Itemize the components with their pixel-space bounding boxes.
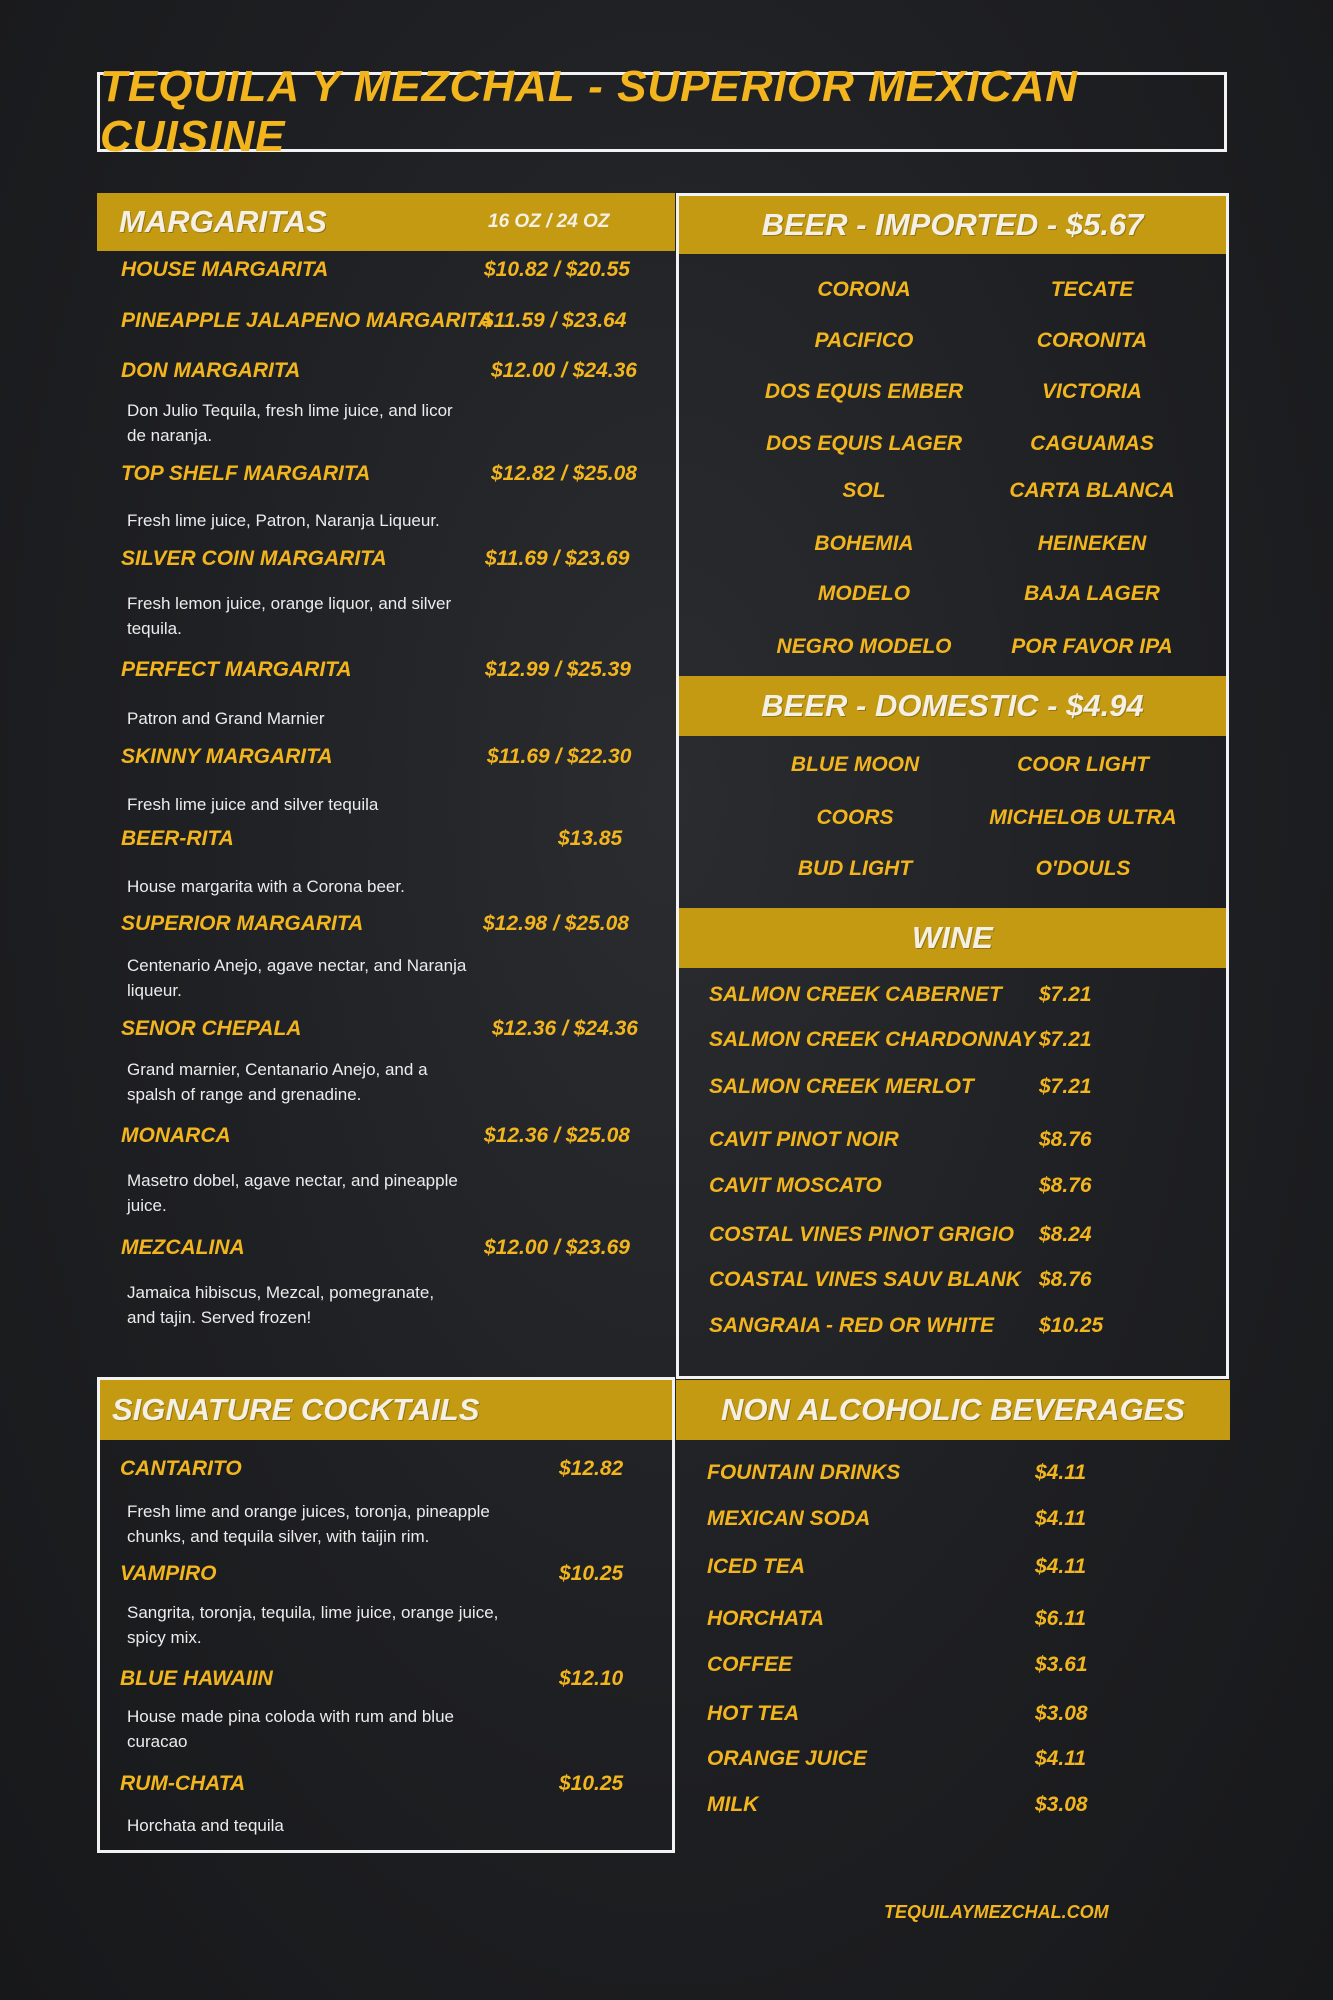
wine-price: $8.76 xyxy=(1039,1174,1092,1197)
non-alcoholic-price: $3.08 xyxy=(1035,1793,1088,1816)
wine-header xyxy=(679,908,1226,968)
imported-beer-item: CARTA BLANCA xyxy=(1009,479,1175,502)
margarita-price: $12.00 / $23.69 xyxy=(484,1236,630,1259)
margarita-description: Don Julio Tequila, fresh lime juice, and licor de naranja. xyxy=(127,401,453,445)
margarita-description: Patron and Grand Marnier xyxy=(127,709,325,728)
menu-title-box xyxy=(97,62,1227,161)
non-alcoholic-price: $3.61 xyxy=(1035,1653,1088,1676)
margarita-name: BEER-RITA xyxy=(121,827,234,850)
beer-domestic-heading: BEER - DOMESTIC - $4.94 xyxy=(761,688,1144,723)
margarita-description: Fresh lime juice, Patron, Naranja Liqueur. xyxy=(127,511,440,530)
non-alcoholic-name: ORANGE JUICE xyxy=(707,1747,867,1770)
margarita-name: MEZCALINA xyxy=(121,1236,245,1259)
margarita-name: PINEAPPLE JALAPENO MARGARITA xyxy=(121,309,493,332)
wine-name: COASTAL VINES SAUV BLANK xyxy=(709,1268,1021,1291)
cocktail-name: RUM-CHATA xyxy=(120,1772,246,1795)
cocktail-description: Sangrita, toronja, tequila, lime juice, orange juice, spicy mix. xyxy=(127,1603,499,1647)
margarita-price: $12.99 / $25.39 xyxy=(485,658,631,681)
cocktail-name: BLUE HAWAIIN xyxy=(120,1667,273,1690)
wine-name: SALMON CREEK CHARDONNAY xyxy=(709,1028,1036,1051)
non-alcoholic-price: $4.11 xyxy=(1035,1461,1086,1484)
wine-price: $8.24 xyxy=(1039,1223,1092,1246)
wine-name: SALMON CREEK MERLOT xyxy=(709,1075,974,1098)
margarita-name: DON MARGARITA xyxy=(121,359,301,382)
imported-beer-item: CORONITA xyxy=(1036,329,1148,352)
domestic-beer-item: COORS xyxy=(816,806,894,829)
non-alcoholic-name: HORCHATA xyxy=(707,1607,825,1630)
cocktail-description: Fresh lime and orange juices, toronja, pineapple chunks, and tequila silver, with taijin rim. xyxy=(127,1502,490,1546)
non-alcoholic-price: $3.08 xyxy=(1035,1702,1088,1725)
non-alcoholic-price: $4.11 xyxy=(1035,1507,1086,1530)
margarita-description: Masetro dobel, agave nectar, and pineapple juice. xyxy=(127,1171,458,1215)
domestic-beer-item: COOR LIGHT xyxy=(1017,753,1149,776)
margarita-description: Grand marnier, Centanario Anejo, and a spalsh of range and grenadine. xyxy=(127,1060,428,1104)
imported-beer-item: NEGRO MODELO xyxy=(776,635,952,658)
website-footer[interactable]: TEQUILAYMEZCHAL.COM xyxy=(884,1902,1109,1922)
margarita-description: House margarita with a Corona beer. xyxy=(127,877,405,896)
cocktails-header xyxy=(100,1380,672,1440)
margarita-description: Fresh lemon juice, orange liquor, and silver tequila. xyxy=(127,594,452,638)
domestic-beer-item: BLUE MOON xyxy=(790,753,920,776)
wine-name: SANGRAIA - RED OR WHITE xyxy=(709,1314,995,1337)
imported-beer-item: DOS EQUIS EMBER xyxy=(764,380,964,403)
wine-price: $7.21 xyxy=(1039,1028,1092,1051)
wine-name: CAVIT MOSCATO xyxy=(709,1174,882,1197)
non-alcoholic-price: $4.11 xyxy=(1035,1555,1086,1578)
cocktail-price: $12.82 xyxy=(559,1457,624,1480)
wine-price: $10.25 xyxy=(1039,1314,1104,1337)
imported-beer-item: CORONA xyxy=(817,278,911,301)
margarita-price: $10.82 / $20.55 xyxy=(484,258,630,281)
non-alcoholic-name: HOT TEA xyxy=(707,1702,800,1725)
margarita-name: PERFECT MARGARITA xyxy=(121,658,352,681)
imported-beer-item: TECATE xyxy=(1050,278,1134,301)
non-alcoholic-heading: NON ALCOHOLIC BEVERAGES xyxy=(721,1392,1185,1427)
wine-price: $7.21 xyxy=(1039,1075,1092,1098)
wine-name: SALMON CREEK CABERNET xyxy=(709,983,1002,1006)
drinks-panel xyxy=(676,193,1229,1379)
margarita-price: $12.36 / $25.08 xyxy=(484,1124,630,1147)
margaritas-size-label: 16 OZ / 24 OZ xyxy=(488,211,610,232)
margarita-name: SUPERIOR MARGARITA xyxy=(121,912,364,935)
margarita-price: $11.59 / $23.64 xyxy=(482,309,627,332)
margarita-description: Centenario Anejo, agave nectar, and Naranja liqueur. xyxy=(127,956,467,1000)
margarita-description: Jamaica hibiscus, Mezcal, pomegranate, and tajin. Served frozen! xyxy=(127,1283,435,1327)
wine-heading: WINE xyxy=(912,920,993,955)
domestic-beer-item: MICHELOB ULTRA xyxy=(989,806,1177,829)
imported-beer-item: MODELO xyxy=(817,582,911,605)
imported-beer-item: PACIFICO xyxy=(814,329,914,352)
margarita-price: $11.69 / $23.69 xyxy=(485,547,630,570)
non-alcoholic-price: $4.11 xyxy=(1035,1747,1086,1770)
margarita-name: MONARCA xyxy=(121,1124,231,1147)
margarita-price: $11.69 / $22.30 xyxy=(487,745,632,768)
beer-imported-header xyxy=(679,196,1226,254)
imported-beer-item: HEINEKEN xyxy=(1037,532,1147,555)
wine-name: CAVIT PINOT NOIR xyxy=(709,1128,899,1151)
cocktail-description: House made pina coloda with rum and blue curacao xyxy=(127,1707,454,1751)
non-alcoholic-name: MEXICAN SODA xyxy=(707,1507,871,1530)
non-alcoholic-header xyxy=(676,1380,1230,1440)
cocktail-name: CANTARITO xyxy=(120,1457,242,1480)
margarita-name: SENOR CHEPALA xyxy=(121,1017,302,1040)
cocktail-price: $12.10 xyxy=(559,1667,624,1690)
wine-name: COSTAL VINES PINOT GRIGIO xyxy=(709,1223,1014,1246)
menu-title: TEQUILA Y MEZCHAL - SUPERIOR MEXICAN CUISINE xyxy=(100,62,1079,161)
margaritas-heading: MARGARITAS xyxy=(119,204,327,239)
non-alcoholic-name: MILK xyxy=(707,1793,759,1816)
non-alcoholic-price: $6.11 xyxy=(1035,1607,1086,1630)
margarita-name: TOP SHELF MARGARITA xyxy=(121,462,371,485)
margarita-name: SKINNY MARGARITA xyxy=(121,745,333,768)
margarita-price: $12.00 / $24.36 xyxy=(491,359,637,382)
cocktail-description: Horchata and tequila xyxy=(127,1816,284,1835)
wine-price: $8.76 xyxy=(1039,1268,1092,1291)
cocktail-price: $10.25 xyxy=(559,1772,624,1795)
imported-beer-item: VICTORIA xyxy=(1042,380,1142,403)
margarita-price: $12.36 / $24.36 xyxy=(492,1017,638,1040)
domestic-beer-item: O'DOULS xyxy=(1035,857,1131,880)
imported-beer-item: DOS EQUIS LAGER xyxy=(765,432,963,455)
margaritas-header xyxy=(97,193,675,251)
cocktail-name: VAMPIRO xyxy=(120,1562,217,1585)
non-alcoholic-name: COFFEE xyxy=(707,1653,793,1676)
margarita-description: Fresh lime juice and silver tequila xyxy=(127,795,379,814)
imported-beer-item: SOL xyxy=(842,479,886,502)
non-alcoholic-name: FOUNTAIN DRINKS xyxy=(707,1461,901,1484)
imported-beer-item: CAGUAMAS xyxy=(1030,432,1154,455)
margarita-price: $12.98 / $25.08 xyxy=(483,912,629,935)
beer-imported-heading: BEER - IMPORTED - $5.67 xyxy=(761,207,1144,242)
wine-price: $7.21 xyxy=(1039,983,1092,1006)
margarita-price: $12.82 / $25.08 xyxy=(491,462,637,485)
wine-price: $8.76 xyxy=(1039,1128,1092,1151)
cocktails-heading: SIGNATURE COCKTAILS xyxy=(112,1392,480,1427)
non-alcoholic-name: ICED TEA xyxy=(707,1555,806,1578)
imported-beer-item: POR FAVOR IPA xyxy=(1011,635,1173,658)
beer-domestic-header xyxy=(679,676,1226,736)
cocktail-price: $10.25 xyxy=(559,1562,624,1585)
margarita-name: HOUSE MARGARITA xyxy=(121,258,329,281)
domestic-beer-item: BUD LIGHT xyxy=(797,857,913,880)
margarita-price: $13.85 xyxy=(558,827,623,850)
margarita-name: SILVER COIN MARGARITA xyxy=(121,547,387,570)
imported-beer-item: BOHEMIA xyxy=(814,532,914,555)
imported-beer-item: BAJA LAGER xyxy=(1024,582,1160,605)
